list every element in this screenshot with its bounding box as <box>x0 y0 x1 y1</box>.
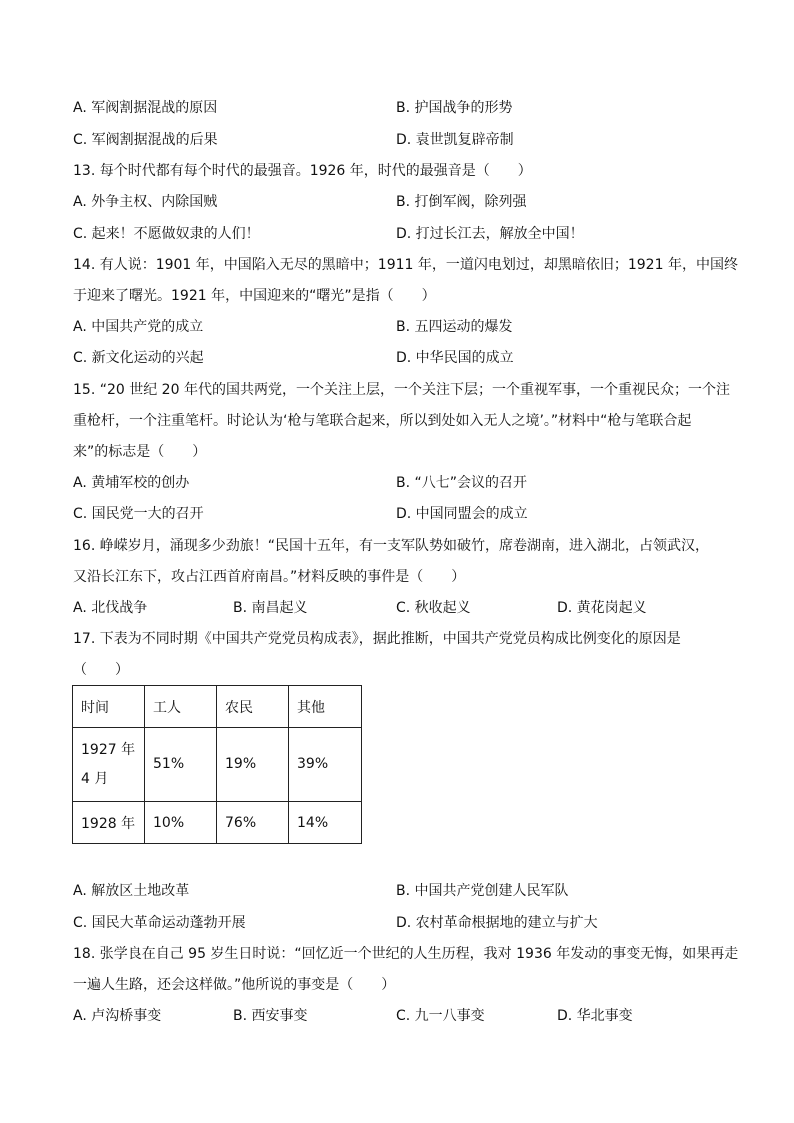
q14-option-d: D. 中华民国的成立 <box>396 350 514 366</box>
q18-stem-line1: 18. 张学良在自己 95 岁生日时说：“回忆近一个世纪的人生历程，我对 1936 年发动的事变无悔，如果再走 <box>73 946 739 962</box>
q18-option-c: C. 九一八事变 <box>396 1008 485 1024</box>
table-header-cell: 其他 <box>289 686 362 728</box>
q18-option-d: D. 华北事变 <box>557 1008 633 1024</box>
table-header-cell: 工人 <box>145 686 217 728</box>
table-row <box>73 728 362 802</box>
q18-option-a: A. 卢沟桥事变 <box>73 1008 162 1024</box>
q12-option-b: B. 护国战争的形势 <box>396 100 513 116</box>
q14-option-a: A. 中国共产党的成立 <box>73 319 204 335</box>
q13-stem: 13. 每个时代都有每个时代的最强音。1926 年，时代的最强音是（ ） <box>73 163 532 179</box>
table-cell-others: 14% <box>289 802 362 844</box>
table-cell-peasants: 76% <box>217 802 289 844</box>
q14-stem-line1: 14. 有人说：1901 年，中国陷入无尽的黑暗中；1911 年，一道闪电划过，却黑暗依旧；1921 年，中国终 <box>73 257 738 273</box>
q15-option-c: C. 国民党一大的召开 <box>73 506 204 522</box>
table-cell-time <box>73 728 145 802</box>
table-header-cell: 时间 <box>73 686 145 728</box>
table-cell-workers: 10% <box>145 802 217 844</box>
q18-stem-line2: 一遍人生路，还会这样做。”他所说的事变是（ ） <box>73 977 396 993</box>
q12-option-c: C. 军阀割据混战的后果 <box>73 132 218 148</box>
q13-option-b: B. 打倒军阀，除列强 <box>396 194 527 210</box>
table-header-row <box>73 686 362 728</box>
q15-option-b: B. “八七”会议的召开 <box>396 475 528 491</box>
table-cell-peasants: 19% <box>217 728 289 802</box>
q17-option-c: C. 国民大革命运动蓬勃开展 <box>73 915 246 931</box>
q15-stem-line3: 来”的标志是（ ） <box>73 444 207 460</box>
q17-option-d: D. 农村革命根据地的建立与扩大 <box>396 915 598 931</box>
q16-option-a: A. 北伐战争 <box>73 600 148 616</box>
table-cell-time-line1: 1927 年 <box>81 741 136 758</box>
q15-stem-line2: 重枪杆，一个注重笔杆。时论认为‘枪与笔联合起来，所以到处如入无人之境’。”材料中“枪与笔联合起 <box>73 413 692 429</box>
q17-stem-line1: 17. 下表为不同时期《中国共产党党员构成表》，据此推断，中国共产党党员构成比例变化的原因是 <box>73 631 681 647</box>
q12-option-d: D. 袁世凯复辟帝制 <box>396 132 514 148</box>
q16-option-d: D. 黄花岗起义 <box>557 600 647 616</box>
q17-stem-line2: （ ） <box>73 662 129 678</box>
table-row <box>73 802 362 844</box>
table-cell-time-line2: 4 月 <box>81 770 109 787</box>
q13-option-d: D. 打过长江去，解放全中国！ <box>396 226 584 242</box>
q12-option-a: A. 军阀割据混战的原因 <box>73 100 218 116</box>
q18-option-b: B. 西安事变 <box>233 1008 308 1024</box>
q16-stem-line2: 又沿长江东下，攻占江西首府南昌。”材料反映的事件是（ ） <box>73 569 466 585</box>
q16-option-c: C. 秋收起义 <box>396 600 471 616</box>
q13-option-c: C. 起来！不愿做奴隶的人们！ <box>73 226 260 242</box>
q15-stem-line1: 15. “20 世纪 20 年代的国共两党，一个关注上层，一个关注下层；一个重视军事，一个重视民众；一个注 <box>73 382 730 398</box>
table-header-cell: 农民 <box>217 686 289 728</box>
q14-option-b: B. 五四运动的爆发 <box>396 319 513 335</box>
table-cell-time: 1928 年 <box>73 802 145 844</box>
table-cell-others: 39% <box>289 728 362 802</box>
q17-option-b: B. 中国共产党创建人民军队 <box>396 883 569 899</box>
q15-option-d: D. 中国同盟会的成立 <box>396 506 528 522</box>
q14-option-c: C. 新文化运动的兴起 <box>73 350 204 366</box>
q16-option-b: B. 南昌起义 <box>233 600 308 616</box>
party-membership-table <box>72 685 362 844</box>
q14-stem-line2: 于迎来了曙光。1921 年，中国迎来的“曙光”是指（ ） <box>73 288 436 304</box>
q17-option-a: A. 解放区土地改革 <box>73 883 190 899</box>
q13-option-a: A. 外争主权、内除国贼 <box>73 194 218 210</box>
table-cell-workers: 51% <box>145 728 217 802</box>
q15-option-a: A. 黄埔军校的创办 <box>73 475 190 491</box>
q16-stem-line1: 16. 峥嵘岁月，涌现多少劲旅！“民国十五年，有一支军队势如破竹，席卷湖南，进入湖北，占领武汉， <box>73 538 709 554</box>
